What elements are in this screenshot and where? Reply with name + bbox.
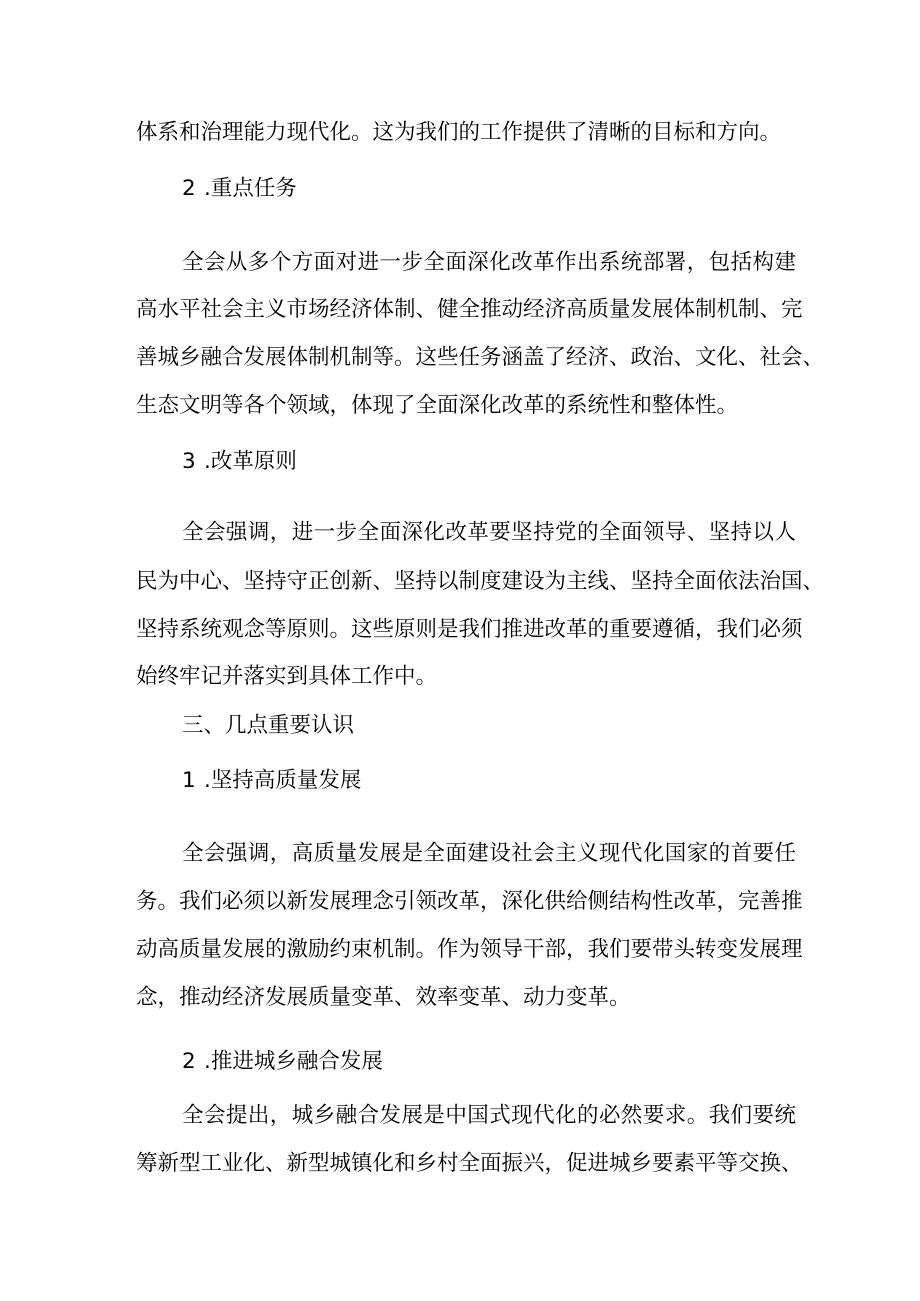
heading-key-tasks xyxy=(182,174,297,204)
paragraph-principles-line-4: 始终牢记并落实到具体工作中。 xyxy=(136,664,438,689)
paragraph-urban-rural-line-1: 全会提出，城乡融合发展是中国式现代化的必然要求。我们要统 xyxy=(182,1103,796,1128)
paragraph-tasks-line-1: 全会从多个方面对进一步全面深化改革作出系统部署，包括构建 xyxy=(182,250,796,275)
heading-reform-principles xyxy=(182,447,297,477)
heading-number: 1 xyxy=(182,768,196,793)
heading-label: .改革原则 xyxy=(204,449,297,474)
heading-number: 3 xyxy=(182,449,196,474)
paragraph-tasks-line-2: 高水平社会主义市场经济体制、健全推动经济高质量发展体制机制、完 xyxy=(136,297,803,322)
paragraph-principles-line-2: 民为中心、坚持守正创新、坚持以制度建设为主线、坚持全面依法治国、 xyxy=(136,569,825,594)
paragraph-principles-line-1: 全会强调，进一步全面深化改革要坚持党的全面领导、坚持以人 xyxy=(182,520,796,545)
heading-number: 2 xyxy=(182,176,196,201)
paragraph-quality-line-3: 动高质量发展的激励约束机制。作为领导干部，我们要带头转变发展理 xyxy=(136,937,803,962)
paragraph-urban-rural-line-2: 筹新型工业化、新型城镇化和乡村全面振兴，促进城乡要素平等交换、 xyxy=(136,1151,803,1176)
heading-urban-rural-integration xyxy=(182,1047,383,1077)
paragraph-tasks-line-3: 善城乡融合发展体制机制等。这些任务涵盖了经济、政治、文化、社会、 xyxy=(136,345,825,370)
heading-label: .重点任务 xyxy=(204,176,297,201)
paragraph-principles-line-3: 坚持系统观念等原则。这些原则是我们推进改革的重要遵循，我们必须 xyxy=(136,617,803,642)
paragraph-quality-line-4: 念，推动经济发展质量变革、效率变革、动力变革。 xyxy=(136,985,631,1010)
paragraph-intro-end-line-1: 体系和治理能力现代化。这为我们的工作提供了清晰的目标和方向。 xyxy=(136,120,782,145)
paragraph-tasks-line-4: 生态文明等各个领域，体现了全面深化改革的系统性和整体性。 xyxy=(136,393,739,418)
paragraph-quality-line-2: 务。我们必须以新发展理念引领改革，深化供给侧结构性改革，完善推 xyxy=(136,889,803,914)
paragraph-quality-line-1: 全会强调，高质量发展是全面建设社会主义现代化国家的首要任 xyxy=(182,841,796,866)
heading-label: .推进城乡融合发展 xyxy=(204,1049,383,1074)
heading-label: .坚持高质量发展 xyxy=(204,768,362,793)
heading-number: 2 xyxy=(182,1049,196,1074)
section-heading-key-understandings: 三、几点重要认识 xyxy=(182,713,355,738)
heading-high-quality-development xyxy=(182,766,361,796)
